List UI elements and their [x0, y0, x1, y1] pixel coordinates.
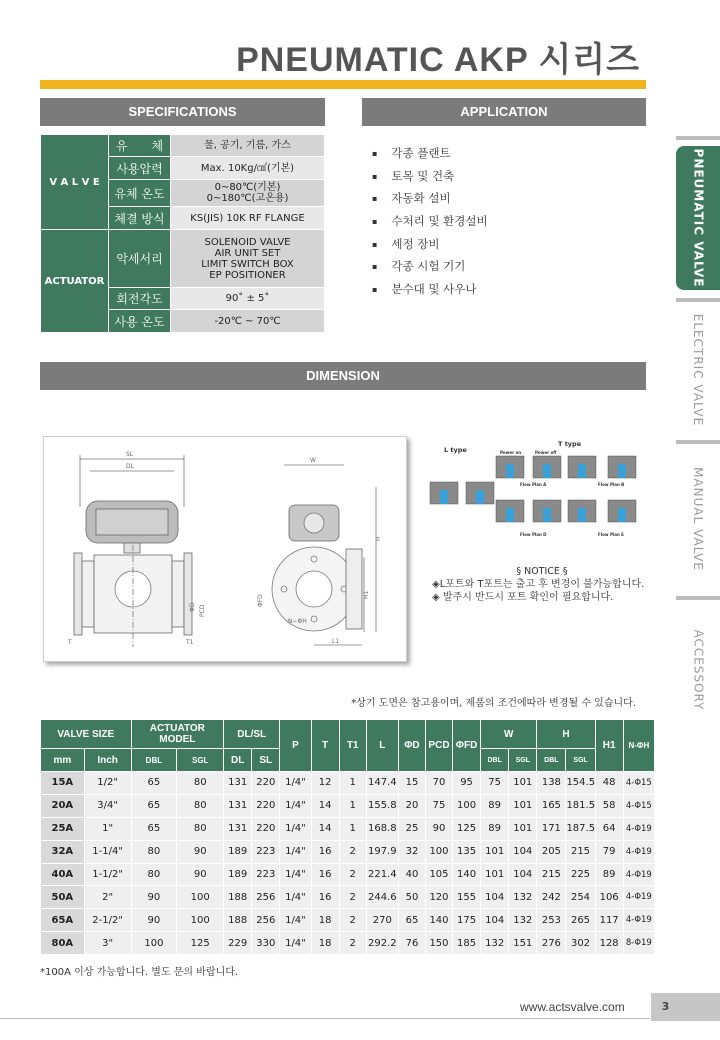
table-cell: 50 [398, 886, 425, 909]
col-header: H1 [595, 720, 623, 772]
table-cell: 89 [481, 794, 509, 817]
table-cell: 70 [425, 772, 452, 795]
table-cell: 90 [131, 886, 177, 909]
table-row [41, 794, 655, 817]
table-cell: 4-Φ19 [623, 909, 654, 932]
table-row [41, 772, 655, 795]
table-cell: 76 [398, 932, 425, 955]
table-cell: 100 [453, 794, 481, 817]
table-cell: 14 [311, 817, 339, 840]
application-list [372, 142, 488, 301]
notice-box [432, 565, 672, 604]
table-cell: 15 [398, 772, 425, 795]
dim-label-sl: SL [126, 451, 134, 458]
table-cell: 171 [537, 817, 566, 840]
dim-label-n: N−ΦH [288, 618, 307, 625]
specifications-table [40, 134, 325, 333]
col-header: T1 [339, 720, 366, 772]
table-cell: 1/4" [280, 772, 311, 795]
dim-label-pcd: PCD [199, 604, 206, 617]
table-cell: 256 [252, 886, 280, 909]
table-cell: 8-Φ19 [623, 932, 654, 955]
reference-note: *상기 도면은 참고용이며, 제품의 조건에따라 변경될 수 있습니다. [351, 698, 636, 709]
power-off-label: Power off [535, 450, 557, 455]
col-header: N-ΦH [623, 720, 654, 772]
spec-key: 유 체 [109, 135, 171, 157]
table-cell: 48 [595, 772, 623, 795]
table-cell: 1-1/2" [84, 863, 131, 886]
list-item: ▪ 자동화 설비 [372, 187, 488, 210]
table-cell: 1/4" [280, 817, 311, 840]
table-row [41, 817, 655, 840]
table-cell: 1-1/4" [84, 840, 131, 863]
l-type-label: L type [444, 446, 467, 454]
table-cell: 147.4 [366, 772, 398, 795]
table-cell: 1/4" [280, 909, 311, 932]
website-link[interactable]: www.actsvalve.com [520, 1000, 625, 1014]
table-cell: 4-Φ19 [623, 886, 654, 909]
spec-value: Max. 10Kg/㎠(기본) [171, 157, 325, 180]
col-header: W [481, 720, 537, 749]
table-cell: 101 [509, 772, 537, 795]
table-cell: 229 [224, 932, 252, 955]
tab-electric-valve[interactable]: ELECTRIC VALVE [691, 313, 705, 427]
power-on-label: Power on [500, 450, 522, 455]
col-header: SGL [509, 749, 537, 772]
spec-value: 물, 공기, 기름, 가스 [171, 135, 325, 157]
tab-manual-valve[interactable]: MANUAL VALVE [691, 467, 705, 571]
table-cell: 14 [311, 794, 339, 817]
table-cell: 25A [41, 817, 85, 840]
table-cell: 101 [509, 794, 537, 817]
notice-line: ◈L포트와 T포트는 출고 후 변경이 불가능합니다. [432, 579, 645, 590]
table-cell: 185 [453, 932, 481, 955]
table-cell: 65 [131, 794, 177, 817]
spec-value: 90˚ ± 5˚ [171, 288, 325, 310]
table-cell: 330 [252, 932, 280, 955]
spec-value: SOLENOID VALVE AIR UNIT SET LIMIT SWITCH BOX EP POSITIONER [171, 230, 325, 288]
table-cell: 90 [177, 863, 224, 886]
table-cell: 131 [224, 817, 252, 840]
table-row [41, 863, 655, 886]
col-header: VALVE SIZE [41, 720, 132, 749]
table-cell: 101 [481, 840, 509, 863]
table-cell: 205 [537, 840, 566, 863]
dim-label-h1: H1 [363, 590, 370, 599]
table-cell: 242 [537, 886, 566, 909]
dim-label-w: W [310, 457, 316, 464]
list-item: ▪ 분수대 및 사우나 [372, 278, 488, 301]
valve-group-label: V A L V E [41, 135, 109, 230]
table-cell: 215 [566, 840, 595, 863]
list-item: ▪ 각종 플랜트 [372, 142, 488, 165]
spec-value: KS(JIS) 10K RF FLANGE [171, 207, 325, 230]
valve-dimension-drawing [43, 436, 407, 662]
col-header: DBL [481, 749, 509, 772]
table-cell: 188 [224, 909, 252, 932]
col-header: DBL [131, 749, 177, 772]
table-cell: 120 [425, 886, 452, 909]
title-accent-bar [40, 80, 646, 89]
table-cell: 140 [425, 909, 452, 932]
port-type-diagram [420, 438, 650, 550]
page-number: 3 [651, 993, 720, 1021]
table-cell: 65A [41, 909, 85, 932]
table-cell: 4-Φ19 [623, 863, 654, 886]
notice-line: ◈ 발주시 반드시 포트 확인이 필요합니다. [432, 592, 614, 603]
table-cell: 151 [509, 932, 537, 955]
table-cell: 79 [595, 840, 623, 863]
table-cell: 168.8 [366, 817, 398, 840]
col-header: P [280, 720, 311, 772]
col-header: ΦD [398, 720, 425, 772]
dim-label-t: T [68, 639, 72, 646]
table-cell: 2 [339, 932, 366, 955]
table-cell: 1 [339, 772, 366, 795]
table-cell: 181.5 [566, 794, 595, 817]
side-divider [676, 596, 720, 600]
col-header: ACTUATOR MODEL [131, 720, 224, 749]
dim-label-fd: ΦFD [257, 594, 264, 607]
table-cell: 4-Φ15 [623, 794, 654, 817]
col-header: ΦFD [453, 720, 481, 772]
table-cell: 101 [509, 817, 537, 840]
actuator-group-label: ACTUATOR [41, 230, 109, 333]
list-item: ▪ 수처리 및 환경설비 [372, 210, 488, 233]
flow-plan-label: Flow Plan D [520, 532, 547, 537]
application-header: APPLICATION [362, 98, 646, 126]
table-cell: 4-Φ15 [623, 772, 654, 795]
col-header: T [311, 720, 339, 772]
tab-pneumatic-valve[interactable]: PNEUMATIC VALVE [676, 146, 720, 290]
table-cell: 225 [566, 863, 595, 886]
table-cell: 265 [566, 909, 595, 932]
table-cell: 220 [252, 817, 280, 840]
table-cell: 18 [311, 909, 339, 932]
list-item: ▪ 토목 및 건축 [372, 165, 488, 188]
spec-key: 사용압력 [109, 157, 171, 180]
dimension-header: DIMENSION [40, 362, 646, 390]
table-cell: 90 [177, 840, 224, 863]
notice-title: § NOTICE § [516, 566, 568, 577]
table-cell: 80 [131, 840, 177, 863]
table-cell: 80 [177, 772, 224, 795]
footer-divider [0, 1018, 650, 1019]
col-header: SGL [566, 749, 595, 772]
table-cell: 215 [537, 863, 566, 886]
table-cell: 40A [41, 863, 85, 886]
table-cell: 25 [398, 817, 425, 840]
spec-key: 사용 온도 [109, 310, 171, 333]
flow-plan-label: Flow Plan B [598, 482, 625, 487]
table-cell: 1/4" [280, 886, 311, 909]
dim-label-t1: T1 [186, 639, 194, 646]
table-cell: 189 [224, 863, 252, 886]
dim-label-h: H [375, 536, 382, 541]
table-cell: 223 [252, 863, 280, 886]
dimension-table [40, 719, 655, 955]
table-cell: 32A [41, 840, 85, 863]
table-cell: 75 [481, 772, 509, 795]
table-cell: 132 [509, 909, 537, 932]
dim-label-dl: DL [126, 463, 134, 470]
table-cell: 197.9 [366, 840, 398, 863]
table-cell: 270 [366, 909, 398, 932]
table-cell: 155.8 [366, 794, 398, 817]
table-cell: 1/4" [280, 932, 311, 955]
table-cell: 256 [252, 909, 280, 932]
table-cell: 132 [481, 932, 509, 955]
side-divider [676, 440, 720, 444]
col-header: DL [224, 749, 252, 772]
table-cell: 302 [566, 932, 595, 955]
table-cell: 50A [41, 886, 85, 909]
table-cell: 3/4" [84, 794, 131, 817]
spec-key: 유체 온도 [109, 180, 171, 207]
table-cell: 4-Φ19 [623, 840, 654, 863]
dim-label-d: ΦD [189, 602, 196, 612]
table-cell: 292.2 [366, 932, 398, 955]
table-cell: 104 [509, 840, 537, 863]
table-cell: 1" [84, 817, 131, 840]
table-cell: 89 [481, 817, 509, 840]
table-cell: 131 [224, 794, 252, 817]
col-header: H [537, 720, 595, 749]
spec-value: -20℃ ~ 70℃ [171, 310, 325, 333]
table-cell: 40 [398, 863, 425, 886]
table-cell: 104 [509, 863, 537, 886]
table-cell: 90 [131, 909, 177, 932]
col-header: mm [41, 749, 85, 772]
table-cell: 2 [339, 840, 366, 863]
table-cell: 223 [252, 840, 280, 863]
table-cell: 104 [481, 886, 509, 909]
table-cell: 189 [224, 840, 252, 863]
table-cell: 16 [311, 840, 339, 863]
table-cell: 100 [131, 932, 177, 955]
table-cell: 220 [252, 794, 280, 817]
table-cell: 2" [84, 886, 131, 909]
spec-key: 악세서리 [109, 230, 171, 288]
table-cell: 20 [398, 794, 425, 817]
dim-label-l1: L1 [332, 638, 340, 645]
table-cell: 150 [425, 932, 452, 955]
table-cell: 12 [311, 772, 339, 795]
table-cell: 65 [131, 772, 177, 795]
table-cell: 16 [311, 886, 339, 909]
table-cell: 138 [537, 772, 566, 795]
table-cell: 132 [509, 886, 537, 909]
table-row [41, 886, 655, 909]
table-cell: 1/4" [280, 794, 311, 817]
table-cell: 221.4 [366, 863, 398, 886]
side-divider [676, 298, 720, 302]
table-cell: 95 [453, 772, 481, 795]
list-item: ▪ 각종 시험 기기 [372, 255, 488, 278]
flow-plan-label: Flow Plan E [598, 532, 624, 537]
table-cell: 140 [453, 863, 481, 886]
table-cell: 3" [84, 932, 131, 955]
table-cell: 1/4" [280, 863, 311, 886]
table-cell: 165 [537, 794, 566, 817]
table-cell: 253 [537, 909, 566, 932]
table-row [41, 932, 655, 955]
footnote: *100A 이상 가능합니다. 별도 문의 바랍니다. [40, 967, 239, 978]
table-cell: 276 [537, 932, 566, 955]
table-cell: 80 [177, 817, 224, 840]
table-cell: 2 [339, 863, 366, 886]
table-cell: 89 [595, 863, 623, 886]
table-cell: 125 [453, 817, 481, 840]
side-divider [676, 136, 720, 140]
table-cell: 125 [177, 932, 224, 955]
table-cell: 154.5 [566, 772, 595, 795]
flow-plan-label: Flow Plan A [520, 482, 547, 487]
list-item: ▪ 세정 장비 [372, 233, 488, 256]
table-cell: 1/4" [280, 840, 311, 863]
table-cell: 104 [481, 909, 509, 932]
table-cell: 90 [425, 817, 452, 840]
spec-key: 회전각도 [109, 288, 171, 310]
table-cell: 105 [425, 863, 452, 886]
table-cell: 20A [41, 794, 85, 817]
table-cell: 1/2" [84, 772, 131, 795]
table-cell: 100 [177, 886, 224, 909]
col-header: Inch [84, 749, 131, 772]
table-cell: 15A [41, 772, 85, 795]
table-cell: 18 [311, 932, 339, 955]
table-cell: 80 [177, 794, 224, 817]
table-cell: 16 [311, 863, 339, 886]
table-cell: 2 [339, 886, 366, 909]
table-cell: 1 [339, 794, 366, 817]
table-cell: 58 [595, 794, 623, 817]
table-cell: 80 [131, 863, 177, 886]
table-cell: 80A [41, 932, 85, 955]
table-cell: 100 [177, 909, 224, 932]
spec-key: 체결 방식 [109, 207, 171, 230]
table-cell: 117 [595, 909, 623, 932]
table-cell: 1 [339, 817, 366, 840]
table-cell: 175 [453, 909, 481, 932]
table-cell: 65 [398, 909, 425, 932]
table-cell: 100 [425, 840, 452, 863]
spec-value: 0~80℃(기본) 0~180℃(고온용) [171, 180, 325, 207]
table-cell: 106 [595, 886, 623, 909]
table-cell: 135 [453, 840, 481, 863]
table-cell: 2-1/2" [84, 909, 131, 932]
table-row [41, 840, 655, 863]
table-cell: 65 [131, 817, 177, 840]
table-cell: 32 [398, 840, 425, 863]
col-header: SGL [177, 749, 224, 772]
table-cell: 101 [481, 863, 509, 886]
col-header: DBL [537, 749, 566, 772]
table-row [41, 909, 655, 932]
table-cell: 244.6 [366, 886, 398, 909]
col-header: L [366, 720, 398, 772]
table-cell: 128 [595, 932, 623, 955]
table-cell: 75 [425, 794, 452, 817]
t-type-label: T type [558, 440, 582, 448]
table-cell: 155 [453, 886, 481, 909]
table-cell: 2 [339, 909, 366, 932]
table-cell: 131 [224, 772, 252, 795]
col-header: PCD [425, 720, 452, 772]
table-cell: 254 [566, 886, 595, 909]
specifications-header: SPECIFICATIONS [40, 98, 325, 126]
col-header: SL [252, 749, 280, 772]
table-cell: 64 [595, 817, 623, 840]
table-cell: 187.5 [566, 817, 595, 840]
col-header: DL/SL [224, 720, 280, 749]
page-title: PNEUMATIC AKP 시리즈 [236, 41, 640, 79]
table-cell: 4-Φ19 [623, 817, 654, 840]
table-cell: 220 [252, 772, 280, 795]
tab-accessory[interactable]: ACCESSORY [691, 629, 706, 711]
table-cell: 188 [224, 886, 252, 909]
